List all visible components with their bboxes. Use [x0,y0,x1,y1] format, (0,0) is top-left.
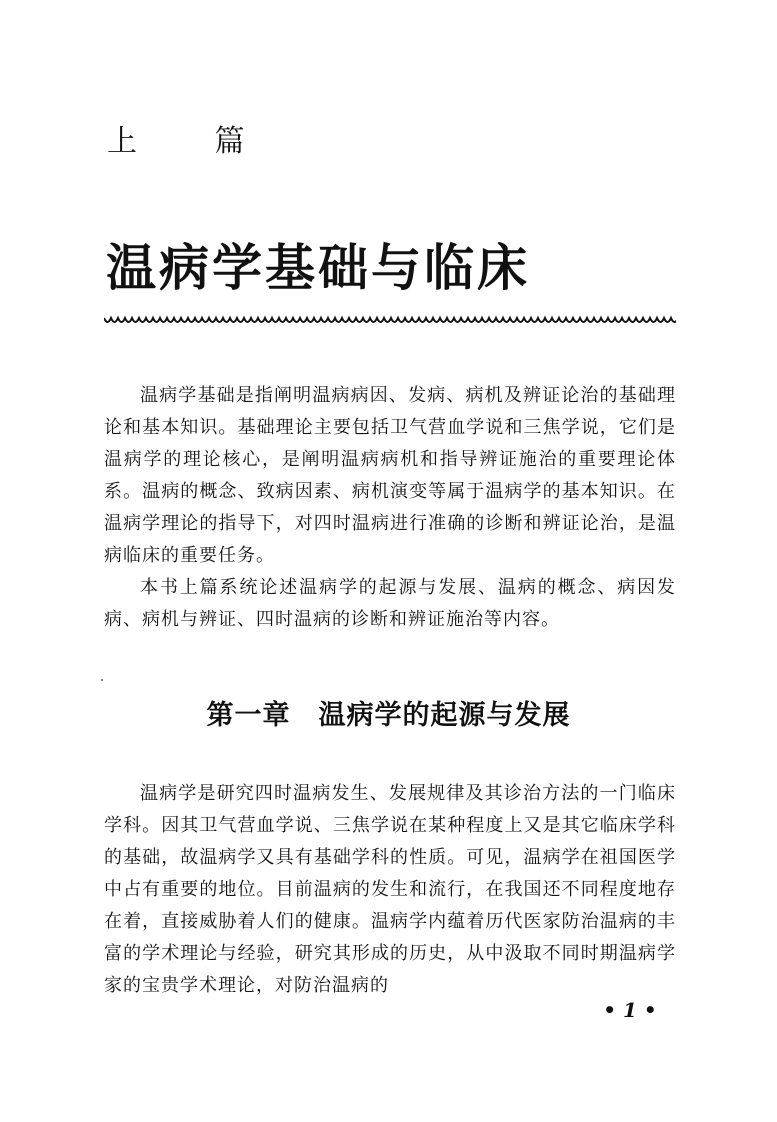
scan-speck [101,679,103,681]
page-number: • 1 • [603,998,657,1022]
part-label: 上 篇 [107,124,279,159]
intro-paragraph-2: 本书上篇系统论述温病学的起源与发展、温病的概念、病因发病、病机与辨证、四时温病的诊断和辨证施治等内容。 [104,577,676,630]
part-title: 温病学基础与临床 [106,238,530,297]
chapter-title: 第一章 温病学的起源与发展 [206,700,571,731]
chapter-paragraph-1: 温病学是研究四时温病发生、发展规律及其诊治方法的一门临床学科。因其卫气营血学说、三焦学说在某种程度上又是其它临床学科的基础，故温病学又具有基础学科的性质。可见，温病学在祖国医学中占有重要的地位。目前温病的发生和流行，在我国还不同程度地存在着，直接威胁着人们的健康。温病学内蕴着历代医家防治温病的丰富的学术理论与经验，研究其形成的历史，从中汲取不同时期温病学家的宝贵学术理论，对防治温病的 [104,783,676,996]
wavy-divider [104,314,676,328]
intro-paragraph-1: 温病学基础是指阐明温病病因、发病、病机及辨证论治的基础理论和基本知识。基础理论主要包括卫气营血学说和三焦学说，它们是温病学的理论核心，是阐明温病病机和指导辨证施治的重要理论体系。温病的概念、致病因素、病机演变等属于温病学的基本知识。在温病学理论的指导下，对四时温病进行准确的诊断和辨证论治，是温病临床的重要任务。 [104,385,676,566]
